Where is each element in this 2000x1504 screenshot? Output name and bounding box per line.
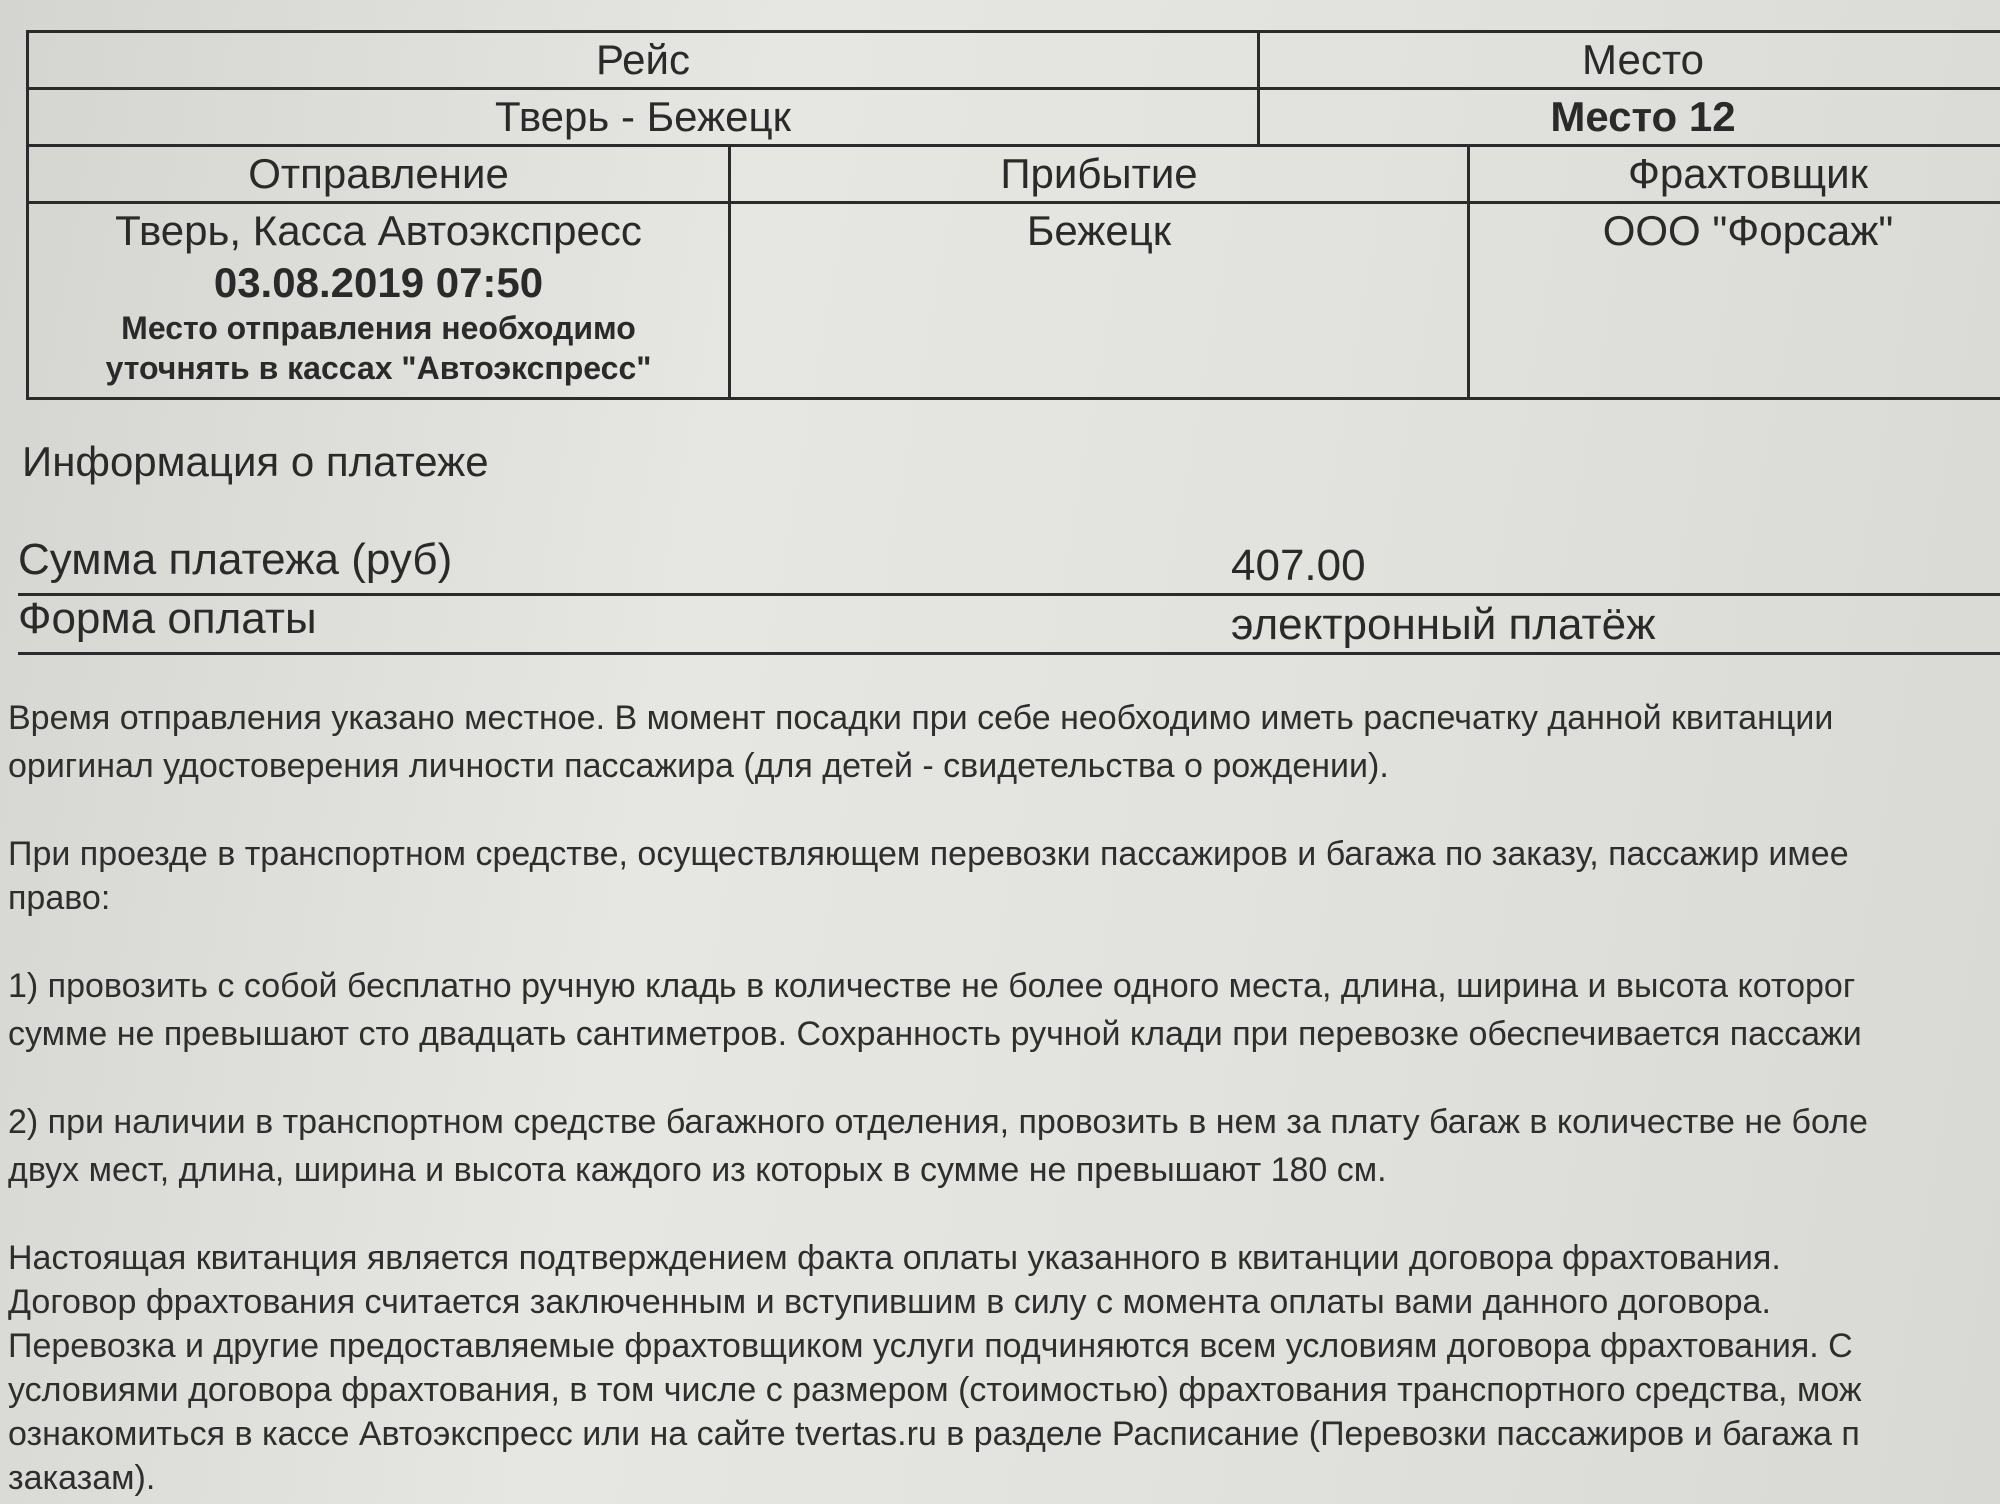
payment-method-row [18, 594, 2000, 650]
departure-place: Тверь, Касса Автоэкспресс [115, 207, 642, 254]
payment-info-title: Информация о платеже [22, 438, 489, 485]
info-paragraph-line: При проезде в транспортном средстве, осуществляющем перевозки пассажиров и багажа по заказу, пассажир имее [8, 835, 1849, 873]
payment-amount-label: Сумма платежа (руб) [18, 535, 453, 584]
departure-cell [28, 203, 730, 399]
route-value: Тверь - Бежецк [28, 89, 1259, 146]
departure-note-line-1: Место отправления необходимо [121, 310, 636, 346]
info-paragraph-line: двух мест, длина, ширина и высота каждого из которых в сумме не превышают 180 см. [8, 1151, 1387, 1189]
info-paragraph-line: заказам). [8, 1459, 156, 1497]
info-paragraph-line: право: [8, 879, 111, 917]
info-paragraph-line: Настоящая квитанция является подтверждением факта оплаты указанного в квитанции договора фрахтования. [8, 1239, 1781, 1277]
info-paragraph-line: 2) при наличии в транспортном средстве багажного отделения, провозить в нем за плату багаж в количестве не боле [8, 1103, 1868, 1141]
payment-amount-value: 407.00 [1231, 541, 1366, 590]
payment-method-label: Форма оплаты [18, 594, 317, 643]
carrier-cell [1469, 203, 2000, 399]
info-paragraph-line: Время отправления указано местное. В момент посадки при себе необходимо иметь распечатку данной квитанции [8, 699, 1834, 737]
carrier-header: Фрахтовщик [1469, 146, 2000, 203]
info-paragraph-line: условиями договора фрахтования, в том числе с размером (стоимостью) фрахтования транспортного средства, мож [8, 1371, 1862, 1409]
route-header: Рейс [28, 32, 1259, 89]
info-paragraph-line: Договор фрахтования считается заключенным и вступившим в силу с момента оплаты вами данного договора. [8, 1283, 1771, 1321]
carrier-name: ООО "Форсаж" [1602, 207, 1894, 254]
trip-table [26, 30, 2000, 400]
info-paragraph-line: 1) провозить с собой бесплатно ручную кладь в количестве не более одного места, длина, ширина и высота которог [8, 967, 1856, 1005]
info-paragraph-line: сумме не превышают сто двадцать сантиметров. Сохранность ручной клади при перевозке обеспечивается пассажи [8, 1015, 1862, 1053]
payment-amount-row [18, 535, 2000, 591]
departure-datetime: 03.08.2019 07:50 [213, 259, 544, 306]
arrival-place: Бежецк [1026, 207, 1172, 254]
arrival-cell [730, 203, 1469, 399]
departure-header: Отправление [28, 146, 730, 203]
info-paragraph-line: Перевозка и другие предоставляемые фрахтовщиком услуги подчиняются всем условиям договора фрахтования. С [8, 1327, 1853, 1365]
seat-header: Место [1259, 32, 2000, 89]
info-paragraph-line: оригинал удостоверения личности пассажира (для детей - свидетельства о рождении). [8, 747, 1389, 785]
seat-value: Место 12 [1259, 89, 2000, 146]
info-paragraph-line: ознакомиться в кассе Автоэкспресс или на сайте tvertas.ru в разделе Расписание (Перевозки пассажиров и багажа п [8, 1415, 1860, 1453]
payment-method-value: электронный платёж [1231, 600, 1656, 649]
arrival-header: Прибытие [730, 146, 1469, 203]
divider [18, 652, 2000, 655]
departure-note-line-2: уточнять в кассах "Автоэкспресс" [105, 350, 652, 386]
